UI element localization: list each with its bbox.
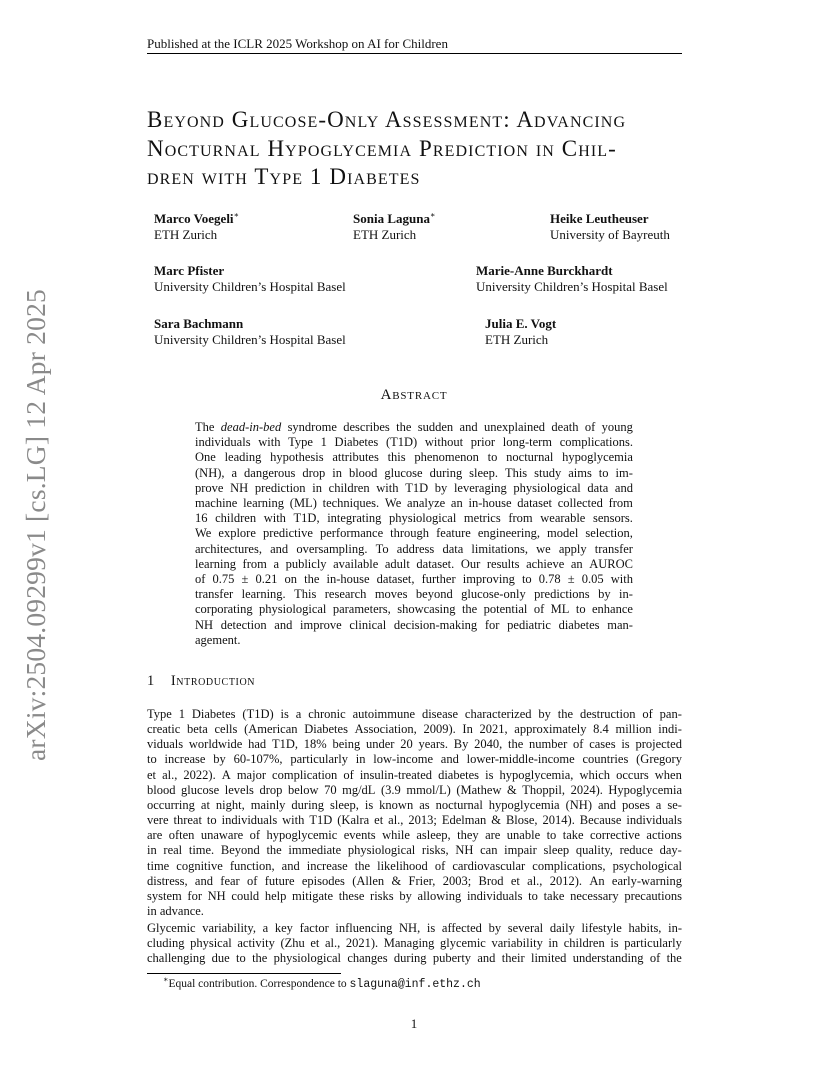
abstract-line: We explore predictive performance through feature engineering, model selection,	[195, 526, 633, 541]
body-line: blood glucose levels drop below 70 mg/dL (3.9 mmol/L) (Mathew & Thoppil, 2024). Hypoglycemia	[147, 782, 682, 797]
author-name: Sonia Laguna	[353, 211, 430, 226]
section-title: Introduction	[170, 673, 256, 689]
author-name: Sara Bachmann	[154, 316, 244, 331]
abstract-line: architectures, and oversampling. To address data limitations, we apply transfer	[195, 541, 633, 556]
body-line: Type 1 Diabetes (T1D) is a chronic autoimmune disease characterized by the destruction of pan-	[147, 707, 682, 721]
footnote-rule	[147, 973, 341, 974]
abstract-body	[195, 420, 633, 648]
abstract-line: agement.	[195, 632, 241, 647]
body-line: creatic beta cells (American Diabetes Association, 2009). In 2021, approximately 8.4 million indi-	[147, 722, 682, 737]
author-affiliation: ETH Zurich	[485, 331, 549, 347]
abstract-line: of 0.75 ± 0.21 on the in-house dataset, further improving to 0.78 ± 0.05 with	[195, 572, 633, 587]
author-block	[353, 211, 435, 242]
author-affiliation: ETH Zurich	[154, 226, 218, 242]
header-rule	[147, 53, 682, 54]
equal-contribution-mark: ∗	[429, 210, 436, 220]
body-line: vere threat to individuals with T1D (Kalra et al., 2013; Edelman & Blose, 2014). Because individuals	[147, 813, 682, 828]
abstract-line: learning from a publicly available adult dataset. Our results achieve an AUROC	[195, 556, 633, 571]
body-line: et al., 2022). A major complication of insulin-treated diabetes is hypoglycemia, which occurs when	[147, 767, 682, 782]
body-line: occurring at night, mainly during sleep, is known as nocturnal hypoglycemia (NH) and poses a se-	[147, 797, 682, 812]
author-name: Marc Pfister	[154, 263, 225, 278]
section-number: 1	[147, 673, 155, 689]
body-line: in real time. Beyond the immediate physiological risks, NH can impair sleep quality, reduce day-	[147, 843, 682, 858]
author-affiliation: University Children’s Hospital Basel	[154, 278, 346, 294]
abstract-line: corporating physiological parameters, showcasing the potential of ML to enhance	[195, 602, 633, 617]
intro-paragraph-1	[147, 707, 682, 919]
author-block	[154, 316, 346, 347]
author-name: Marco Voegeli	[154, 211, 234, 226]
title-line: dren with Type 1 Diabetes	[147, 164, 421, 189]
author-block	[154, 263, 346, 294]
abstract-line: machine learning (ML) techniques. We analyze an in-house dataset collected from	[195, 496, 633, 511]
author-block	[154, 211, 239, 242]
arxiv-stamp	[16, 285, 56, 765]
paper-title	[147, 106, 687, 192]
body-line: are often unaware of hypoglycemic events while asleep, they are unable to take corrective actions	[147, 828, 682, 843]
correspondence-email-link[interactable]: slaguna@inf.ethz.ch	[349, 978, 481, 991]
body-line: time cognitive function, and increase the likelihood of cardiovascular complications, psychological	[147, 858, 682, 873]
author-name: Julia E. Vogt	[485, 316, 557, 331]
author-affiliation: University Children’s Hospital Basel	[476, 278, 668, 294]
body-line: distress, and fear of future episodes (Allen & Frier, 2003; Brod et al., 2012). An early-warning	[147, 873, 682, 888]
body-line: cluding physical activity (Zhu et al., 2021). Managing glycemic variability in children is particularly	[147, 936, 682, 951]
abstract-line: (NH), a dangerous drop in blood glucose during sleep. This study aims to im-	[195, 465, 633, 480]
section-heading	[147, 673, 255, 690]
intro-paragraph-2	[147, 921, 682, 966]
equal-contribution-mark: ∗	[233, 210, 239, 220]
body-line: system for NH could help mitigate these risks by allowing individuals to take necessary precautions	[147, 888, 682, 903]
body-line: viduals worldwide had T1D, 18% being under 20 years. By 2040, the number of cases is projected	[147, 737, 682, 752]
title-line: Nocturnal Hypoglycemia Prediction in Chil-	[147, 135, 617, 161]
author-name: Marie-Anne Burckhardt	[476, 263, 613, 278]
abstract-line: NH detection and improve clinical decision-making for pediatric diabetes man-	[195, 617, 633, 632]
footnote-text: Equal contribution. Correspondence to	[168, 978, 347, 990]
body-line: Glycemic variability, a key factor influencing NH, is affected by several daily lifestyle habits, in-	[147, 921, 682, 935]
body-line: to increase by 60-107%, particularly in low-income and lower-middle-income countries (Gregory	[147, 752, 682, 767]
abstract-line: transfer learning. This research moves beyond glucose-only predictions by in-	[195, 587, 633, 602]
running-header: Published at the ICLR 2025 Workshop on AI for Children	[147, 36, 448, 51]
body-line: in advance.	[147, 904, 204, 919]
page-number: 1	[410, 1016, 418, 1031]
author-name: Heike Leutheuser	[550, 211, 649, 226]
author-block	[550, 211, 670, 242]
author-block	[485, 316, 556, 347]
footnote	[163, 975, 481, 991]
author-affiliation: University Children’s Hospital Basel	[154, 331, 346, 347]
abstract-heading: Abstract	[380, 387, 448, 403]
author-block	[476, 263, 668, 294]
abstract-line: 16 children with T1D, integrating physiological metrics from wearable sensors.	[195, 511, 633, 526]
author-affiliation: ETH Zurich	[353, 226, 417, 242]
footnote-mark: ∗	[163, 975, 169, 985]
abstract-line: One leading hypothesis attributes this phenomenon to nocturnal hypoglycemia	[195, 450, 633, 465]
abstract-line: The dead-in-bed syndrome describes the sudden and unexplained death of young	[195, 420, 633, 434]
abstract-line: individuals with Type 1 Diabetes (T1D) without prior long-term complications.	[195, 435, 633, 450]
author-affiliation: University of Bayreuth	[550, 226, 670, 242]
arxiv-stamp-text: arXiv:2504.09299v1 [cs.LG] 12 Apr 2025	[20, 289, 51, 761]
body-line: challenging due to the physiological changes during puberty and their limited understanding of the	[147, 951, 682, 966]
title-line: Beyond Glucose-Only Assessment: Advancing	[147, 107, 627, 132]
abstract-line: prove NH prediction in children with T1D by leveraging physiological data and	[195, 480, 633, 495]
